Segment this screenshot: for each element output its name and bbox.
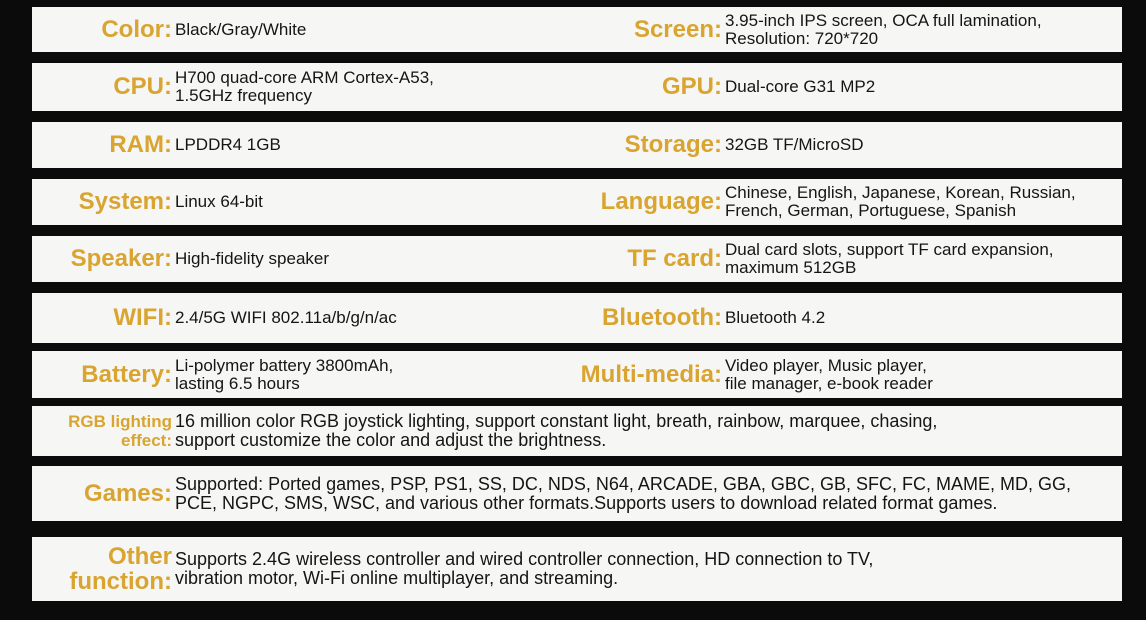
spec-multi-media — [568, 351, 1122, 398]
spec-row-system-language — [32, 179, 1122, 225]
spec-label: Battery: — [81, 360, 172, 388]
spec-row-cpu-gpu — [32, 63, 1122, 111]
spec-value: 32GB TF/MicroSD — [725, 135, 864, 154]
spec-value: H700 quad-core ARM Cortex-A53, 1.5GHz frequency — [175, 68, 434, 105]
spec-label: Other function: — [69, 543, 172, 595]
spec-label: RGB lighting effect: — [68, 412, 172, 450]
spec-value: Video player, Music player, file manager, e-book reader — [725, 355, 933, 393]
spec-label: Games: — [83, 479, 172, 507]
spec-row-other-function — [32, 537, 1122, 601]
spec-label: RAM: — [109, 131, 172, 158]
spec-label: TF card: — [627, 245, 722, 272]
spec-screen — [568, 7, 1122, 52]
spec-value: Chinese, English, Japanese, Korean, Russian, French, German, Portuguese, Spanish — [725, 183, 1076, 220]
spec-label: Color: — [101, 15, 172, 43]
spec-row-speaker-tfcard — [32, 236, 1122, 282]
spec-value: Supported: Ported games, PSP, PS1, SS, DC, NDS, N64, ARCADE, GBA, GBC, GB, SFC, FC, MAME, MD, GG, PCE, NGPC, SMS, WSC, and various other formats.Supports users to download related format games. — [175, 473, 1071, 513]
spec-value: LPDDR4 1GB — [175, 135, 281, 154]
spec-gpu — [568, 63, 1122, 111]
spec-color — [32, 7, 568, 52]
spec-value: Supports 2.4G wireless controller and wired controller connection, HD connection to TV, vibration motor, Wi-Fi online multiplayer, and streaming. — [175, 549, 874, 588]
spec-row-color-screen — [32, 7, 1122, 52]
spec-label: Bluetooth: — [602, 304, 722, 331]
spec-value: 3.95-inch IPS screen, OCA full lamination, Resolution: 720*720 — [725, 10, 1042, 48]
spec-label: GPU: — [662, 73, 722, 100]
spec-tf-card — [568, 236, 1122, 282]
spec-value: High-fidelity speaker — [175, 249, 330, 268]
spec-value: Li-polymer battery 3800mAh, lasting 6.5 hours — [175, 355, 394, 393]
spec-language — [568, 179, 1122, 225]
spec-row-battery-multimedia — [32, 351, 1122, 398]
spec-row-ram-storage — [32, 122, 1122, 168]
spec-value: Bluetooth 4.2 — [725, 308, 826, 327]
spec-speaker — [32, 236, 568, 282]
spec-row-wifi-bluetooth — [32, 293, 1122, 343]
spec-battery — [32, 351, 568, 398]
spec-bluetooth — [568, 293, 1122, 343]
spec-wifi — [32, 293, 568, 343]
spec-label: WIFI: — [113, 304, 172, 331]
spec-label: System: — [78, 188, 172, 215]
spec-label: Multi-media: — [580, 360, 722, 388]
spec-value: Dual card slots, support TF card expansion, maximum 512GB — [725, 240, 1054, 277]
spec-storage — [568, 122, 1122, 168]
spec-system — [32, 179, 568, 225]
spec-value: Linux 64-bit — [175, 192, 263, 211]
spec-value: 2.4/5G WIFI 802.11a/b/g/n/ac — [175, 308, 397, 327]
spec-label: Screen: — [633, 15, 722, 43]
spec-label: Language: — [600, 188, 722, 215]
spec-value: Black/Gray/White — [175, 19, 307, 39]
spec-label: Speaker: — [70, 245, 172, 272]
spec-value: 16 million color RGB joystick lighting, support constant light, breath, rainbow, marquee, chasing, support customize the color and adjust the brightness. — [175, 411, 938, 450]
spec-label: Storage: — [624, 131, 722, 158]
spec-row-games — [32, 466, 1122, 521]
spec-ram — [32, 122, 568, 168]
spec-row-rgb-lighting — [32, 406, 1122, 456]
spec-cpu — [32, 63, 568, 111]
spec-label: CPU: — [113, 73, 172, 100]
spec-value: Dual-core G31 MP2 — [725, 77, 876, 96]
